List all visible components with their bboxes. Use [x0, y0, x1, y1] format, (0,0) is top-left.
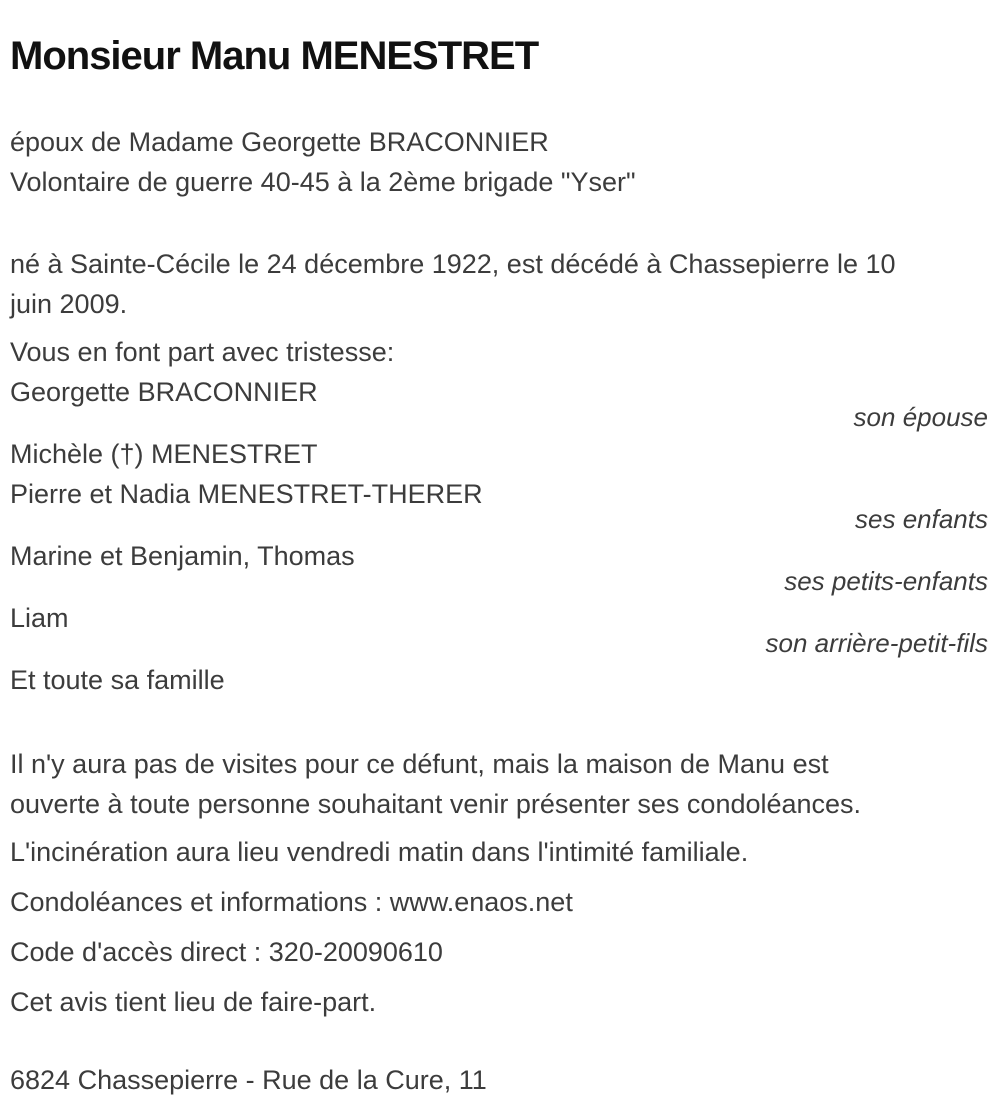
birth-death-line-2: juin 2009.	[10, 289, 128, 319]
page-title: Monsieur Manu MENESTRET	[10, 34, 539, 78]
visits-line-2: ouverte à toute personne souhaitant venir présenter ses condoléances.	[10, 789, 862, 819]
birth-death-line-1: né à Sainte-Cécile le 24 décembre 1922, est décédé à Chassepierre le 10	[10, 249, 896, 279]
access-code-paragraph	[10, 932, 988, 972]
intro-line: Vous en font part avec tristesse:	[10, 337, 395, 367]
family-list	[10, 372, 988, 700]
family-closing-line: Et toute sa famille	[10, 665, 225, 695]
war-volunteer-line: Volontaire de guerre 40-45 à la 2ème brigade "Yser"	[10, 167, 636, 197]
visits-paragraph	[10, 744, 988, 824]
relation-label: son arrière-petit-fils	[765, 628, 988, 658]
cremation-paragraph	[10, 832, 988, 872]
cremation-line: L'incinération aura lieu vendredi matin dans l'intimité familiale.	[10, 837, 749, 867]
address-line: 6824 Chassepierre - Rue de la Cure, 11	[10, 1065, 487, 1095]
relation-label: ses petits-enfants	[784, 566, 988, 596]
condolences-paragraph	[10, 882, 988, 922]
family-member-line: Georgette BRACONNIER	[10, 377, 318, 407]
family-member-line: Marine et Benjamin, Thomas	[10, 541, 355, 571]
family-member-line: Pierre et Nadia MENESTRET-THERER	[10, 479, 483, 509]
spouse-line: époux de Madame Georgette BRACONNIER	[10, 127, 549, 157]
birth-death-announcement	[10, 244, 988, 324]
condolences-info-line: Condoléances et informations : www.enaos.net	[10, 887, 573, 917]
relation-label: son épouse	[853, 402, 988, 432]
family-member-line: Liam	[10, 603, 69, 633]
notice-line: Cet avis tient lieu de faire-part.	[10, 987, 377, 1017]
relation-label: ses enfants	[855, 504, 988, 534]
visits-line-1: Il n'y aura pas de visites pour ce défunt, mais la maison de Manu est	[10, 749, 829, 779]
family-member-line: Michèle (†) MENESTRET	[10, 439, 318, 469]
intro-section	[10, 332, 988, 372]
notice-paragraph	[10, 982, 988, 1022]
access-code-line: Code d'accès direct : 320-20090610	[10, 937, 443, 967]
footer-address	[10, 1060, 988, 1100]
deceased-descriptions	[10, 122, 988, 202]
